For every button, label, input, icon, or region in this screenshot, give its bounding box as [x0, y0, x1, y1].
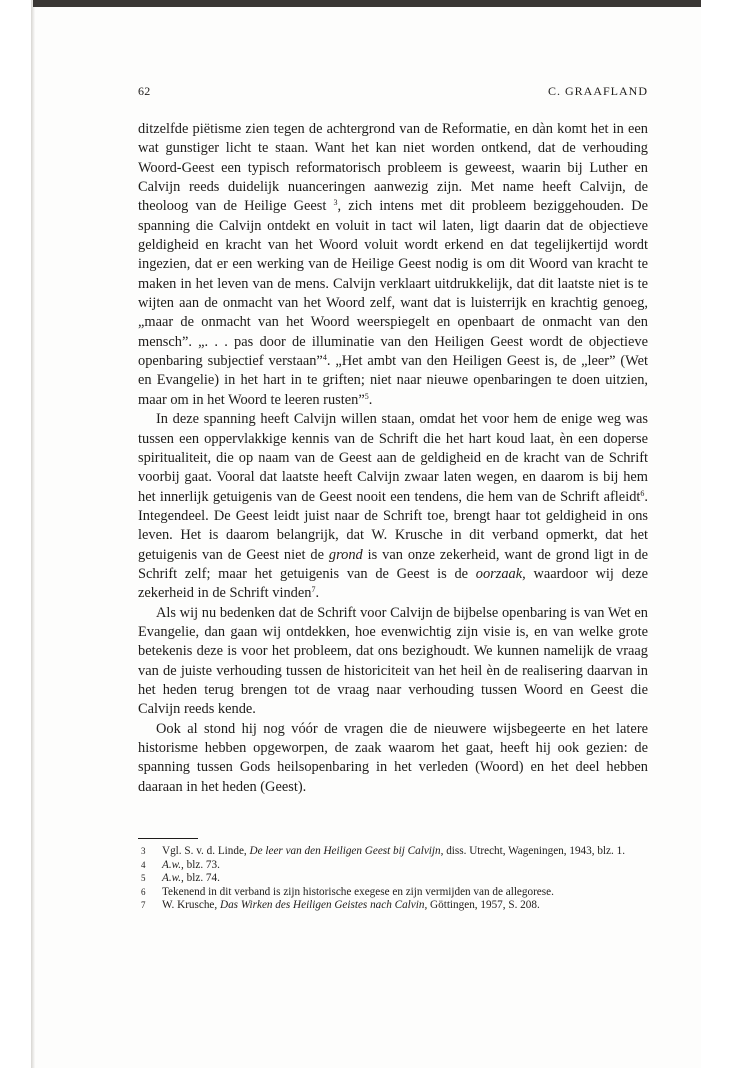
text-run: Vgl. S. v. d. Linde, [162, 845, 250, 857]
text-run: blz. 73. [183, 858, 220, 871]
paragraph [138, 604, 648, 720]
footnote-number: 3 [141, 846, 146, 856]
footnote-number: 6 [141, 886, 146, 897]
text-run: , zich intens met dit probleem beziggehouden. De spanning die Calvijn ontdekt en voluit in tact wil laten, ligt daarin dat de objectieve geldigheid en kracht van het Woord voluit wordt erkend en dat tegelijkertijd wordt ingezien, dat er een werking van de Heilige Geest nodig is om dit Woord van kracht te maken in het leven van de mens. Calvijn verklaart uitdrukkelijk, dat dit laatste niet is te wijten aan de onmacht van het Woord zelf, want dat is luisterrijk en krachtig genoeg, „maar de onmacht van het Woord weerspiegelt en openbaart de onmacht van den mensch”. „. . . pas door de illuminatie van den Heiligen Geest wordt de objectieve openbaring subjectief verstaan” [138, 198, 648, 370]
footnote-ref: 4 [322, 353, 327, 363]
text-run: diss. Utrecht, Wageningen, 1943, blz. 1. [443, 845, 625, 857]
italic-text: De leer van den Heiligen Geest bij Calvijn, [249, 845, 444, 857]
footnote-ref: 7 [311, 585, 316, 595]
text-run: . Integendeel. De Geest leidt juist naar de Schrift toe, brengt haar tot geldigheid in ons leven. Het is daarom belangrijk, dat W. Krusche in dit verband opmerkt, dat het getuigenis van de Geest niet de [138, 488, 648, 563]
body-text [138, 120, 648, 797]
footnote-ref: 6 [640, 488, 645, 498]
running-head: C. GRAAFLAND [547, 84, 648, 98]
text-run: Tekenend in dit verband is zijn historische exegese en zijn vermijden van de allegorese. [162, 885, 554, 898]
text-run: . [315, 585, 320, 602]
footnote [138, 872, 648, 886]
footnote-number: 4 [141, 859, 146, 870]
footnote-ref: 3 [333, 198, 338, 208]
text-run: . [368, 391, 373, 408]
text-run: Göttingen, 1957, S. 208. [427, 899, 540, 912]
paragraph [138, 410, 648, 603]
footnote-ref: 5 [364, 391, 369, 401]
footnote [138, 845, 648, 859]
scan-top-band [33, 0, 701, 7]
text-run: Ook al stond hij nog vóór de vragen die de nieuwere wijsbegeerte en het latere historisme hebben opgeworpen, de zaak waarom het gaat, heeft hij ook gezien: de spanning tussen Gods heilsopenbaring in het verleden (Woord) en het deel hebben daaraan in het heden (Geest). [138, 720, 648, 795]
italic-text: grond [328, 546, 363, 563]
text-run: waardoor wij deze zekerheid in de Schrift vinden [138, 565, 648, 602]
footnote [138, 899, 648, 913]
italic-text: oorzaak, [475, 565, 526, 582]
footnote [138, 859, 648, 873]
footnotes [138, 845, 648, 913]
page-number: 62 [138, 84, 151, 98]
text-run: W. Krusche, [162, 899, 220, 912]
text-run: blz. 74. [183, 872, 220, 885]
footnote-number: 5 [141, 873, 146, 884]
text-run: . „Het ambt van den Heiligen Geest is, de „leer” (Wet en Evangelie) in het hart in te griften; niet naar nieuwe openbaringen te doen uitzien, maar om in het Woord te leeren rusten” [138, 353, 649, 408]
paragraph [138, 120, 648, 410]
footnote [138, 886, 648, 900]
italic-text: Das Wirken des Heiligen Geistes nach Calvin, [220, 899, 428, 912]
text-run: Als wij nu bedenken dat de Schrift voor Calvijn de bijbelse openbaring is van Wet en Evangelie, dan gaan wij ontdekken, hoe evenwichtig zijn visie is, en van welke grote betekenis deze is voor het probleem, dat ons bezighoudt. We kunnen namelijk de vraag van de juiste verhouding tussen de historiciteit van het heil èn de realisering daarvan in het heden terug brengen tot de vraag naar verhouding tussen Woord en Geest die Calvijn reeds kende. [138, 604, 648, 718]
footnote-rule [138, 838, 198, 839]
italic-text: A.w., [162, 872, 184, 885]
text-run: ditzelfde piëtisme zien tegen de achtergrond van de Reformatie, en dàn komt het in een wat gunstiger licht te staan. Want het kan niet worden ontkend, dat de verhouding Woord-Geest een typisch reformatorisch probleem is geweest, waarin bij Luther en Calvijn reeds duidelijk nuanceringen aanwezig zijn. Met name heeft Calvijn, de theoloog van de Heilige Geest [138, 121, 648, 215]
text-run: In deze spanning heeft Calvijn willen staan, omdat het voor hem de enige weg was tussen een oppervlakkige kennis van de Schrift die het hart koud laat, èn een doperse spiritualiteit, die op naam van de Geest aan de geldigheid en de kracht van de Schrift voorbij gaat. Vooral dat laatste heeft Calvijn zwaar laten wegen, en daarom is bij hem het innerlijk getuigenis van de Geest nooit een tendens, die hem van de Schrift afleidt [138, 411, 648, 505]
italic-text: A.w., [162, 858, 184, 871]
text-run: is van onze zekerheid, want de grond ligt in de Schrift zelf; maar het getuigenis van de Geest is de [138, 546, 648, 582]
paragraph [138, 720, 648, 797]
footnote-number: 7 [141, 900, 146, 911]
